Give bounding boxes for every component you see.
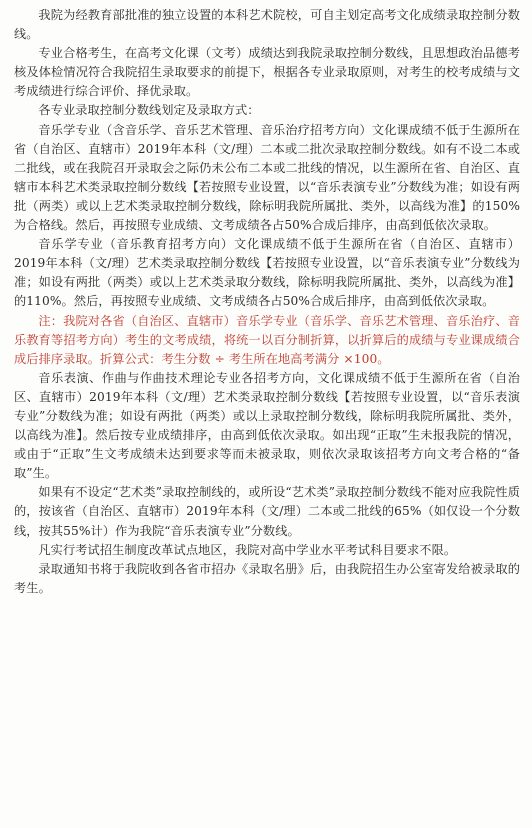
paragraph-methods-heading: 各专业录取控制分数线划定及录取方式： — [38, 103, 260, 118]
paragraph-admission-principle: 专业合格考生，在高考文化课（文考）成绩达到我院录取控制分数线，且思想政治品德考核及体检情况符合我院招生录取要求的前提下，根据各专业录取原则，对考生的校考成绩与文考成绩进行综合评价、择优录取。 — [14, 46, 520, 99]
paragraph-intro: 我院为经教育部批准的独立设置的本科艺术院校，可自主划定高考文化成绩录取控制分数线。 — [14, 8, 520, 42]
paragraph-performance-composition: 音乐表演、作曲与作曲技术理论专业各招考方向，文化课成绩不低于生源所在省（自治区、直辖市）2019年本科（文/理）艺术类录取控制分数线【若按照专业设置，以“音乐表演专业”分数线为准；如设有两批（两类）或以上录取控制分数线，除标明我院所属批、类外，以高线为准】。然后按专业成绩排序，由高到低依次录取。如出现“正取”生未报我院的情况，或由于“正取”生文考成绩未达到要求等而未被录取，则依次录取该招考方向文考合格的“备取”生。 — [14, 370, 520, 481]
paragraph-no-art-line: 如果有不设定“艺术类”录取控制线的，或所设“艺术类”录取控制分数线不能对应我院性质的，按该省（自治区、直辖市）2019年本科（文/理）二本或二批线的65%（如仅设一个分数线，按其55%计）作为我院“音乐表演专业”分数线。 — [14, 485, 520, 538]
paragraph-reform-regions: 凡实行考试招生制度改革试点地区，我院对高中学业水平考试科目要求不限。 — [38, 542, 457, 557]
paragraph-note: 注：我院对各省（自治区、直辖市）音乐学专业（音乐学、音乐艺术管理、音乐治疗、音乐教育等招考方向）考生的文考成绩，将统一以百分制折算，以折算后的成绩与专业课成绩合成后排序录取。折算公式：考生分数 ÷ 考生所在地高考满分 ×100。 — [14, 313, 520, 366]
paragraph-music-education: 音乐学专业（音乐教育招考方向）文化课成绩不低于生源所在省（自治区、直辖市）2019年本科（文/理）艺术类录取控制分数线【若按照专业设置，以“音乐表演专业”分数线为准；如设有两批（两类）或以上艺术类录取分数线，除标明我院所属批、类外，以高线为准】的110%。然后，再按照专业成绩、文考成绩各占50%合成后排序，由高到低依次录取。 — [14, 237, 520, 309]
paragraph-admission-notice: 录取通知书将于我院收到各省市招办《录取名册》后，由我院招生办公室寄发给被录取的考生。 — [14, 561, 520, 595]
paragraph-music-studies: 音乐学专业（含音乐学、音乐艺术管理、音乐治疗招考方向）文化课成绩不低于生源所在省（自治区、直辖市）2019年本科（文/理）二本或二批次录取控制分数线。如有不设二本或二批线，或在我院召开录取会之际仍未公布二本或二批线的情况，以生源所在省、自治区、直辖市本科艺术类录取控制分数线【若按照专业设置，以“音乐表演专业”分数线为准；如设有两批（两类）或以上艺术类录取控制分数线，除标明我院所属批、类外，以高线为准】的150%为合格线。然后，再按照专业成绩、文考成绩各占50%合成后排序，由高到低依次录取。 — [14, 122, 520, 233]
